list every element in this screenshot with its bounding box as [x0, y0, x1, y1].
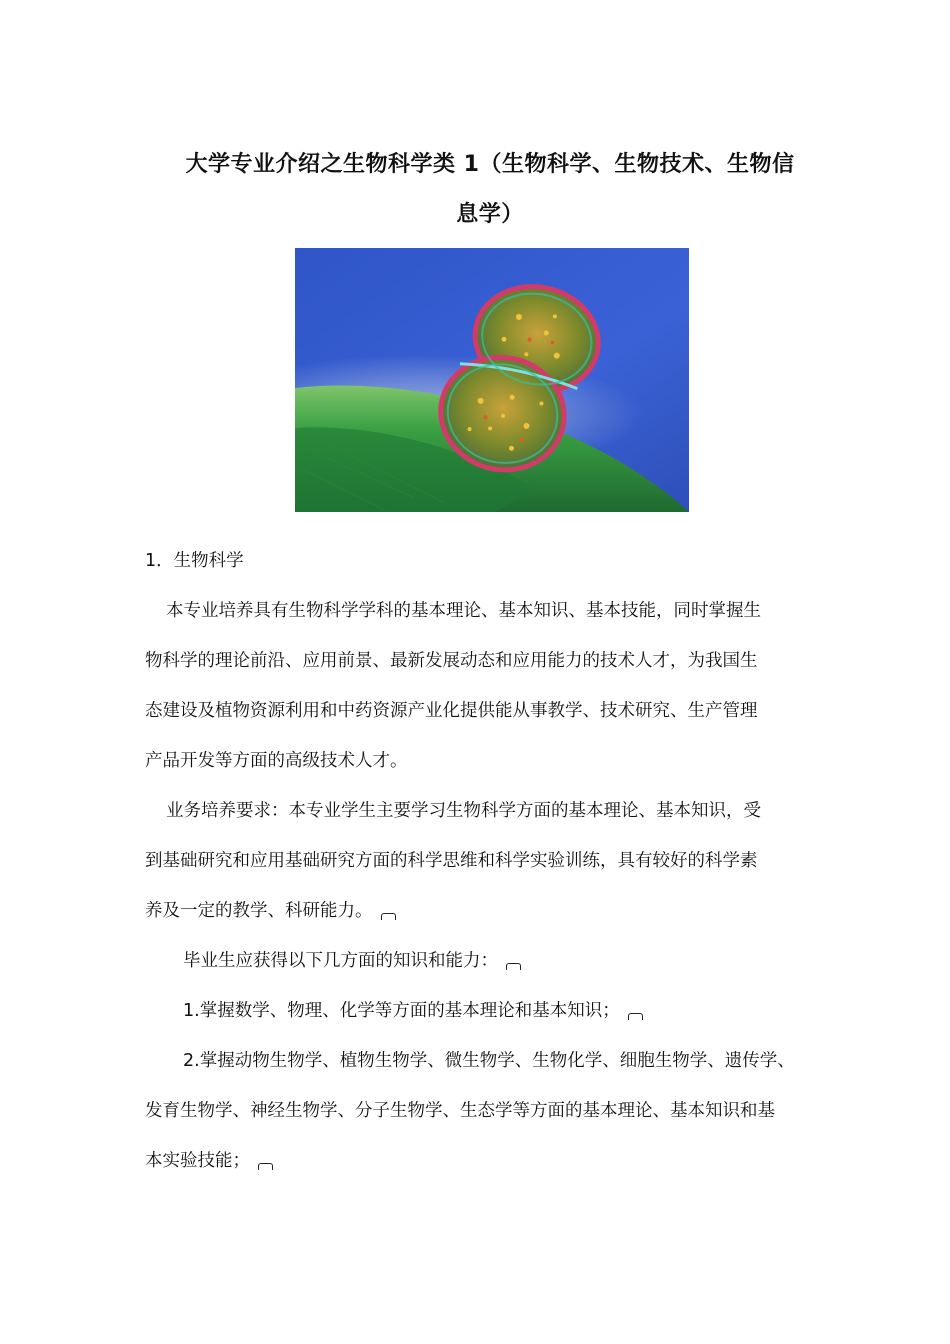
document-title — [170, 140, 810, 240]
paragraph-2-line-3-text: 养及一定的教学、科研能力。 — [145, 901, 373, 921]
list-item-1-text: 1.掌握数学、物理、化学等方面的基本理论和基本知识； — [183, 1001, 620, 1021]
cell-micrograph-image — [295, 248, 689, 512]
list-item-2-line-1: 2.掌握动物生物学、植物生物学、微生物学、生物化学、细胞生物学、遗传学、 — [183, 1051, 795, 1071]
list-item-2-line-3-text: 本实验技能； — [145, 1151, 250, 1171]
title-line-1: 大学专业介绍之生物科学类 1（生物科学、生物技术、生物信 — [185, 152, 795, 177]
list-item-2-line-2: 发育生物学、神经生物学、分子生物学、生态学等方面的基本理论、基本知识和基 — [145, 1101, 775, 1121]
paragraph-2-line-1: 业务培养要求：本专业学生主要学习生物科学方面的基本理论、基本知识，受 — [166, 801, 761, 821]
list-item-2-line-3 — [145, 1136, 810, 1186]
title-line-2: 息学） — [456, 202, 524, 227]
paragraph-mark-icon — [258, 1163, 273, 1170]
paragraph-2-line-2: 到基础研究和应用基础研究方面的科学思维和科学实验训练，具有较好的科学素 — [145, 851, 758, 871]
paragraph-3 — [145, 936, 810, 986]
paragraph-1-line-4: 产品开发等方面的高级技术人才。 — [145, 751, 408, 771]
paragraph-mark-icon — [381, 913, 396, 920]
paragraph-1-line-2: 物科学的理论前沿、应用前景、最新发展动态和应用能力的技术人才，为我国生 — [145, 651, 758, 671]
list-item-1 — [145, 986, 810, 1036]
paragraph-2-line-3 — [145, 886, 810, 936]
section-body — [145, 536, 810, 1186]
paragraph-3-text: 毕业生应获得以下几方面的知识和能力： — [183, 951, 498, 971]
section-heading: 1．生物科学 — [145, 551, 244, 571]
paragraph-mark-icon — [628, 1013, 643, 1020]
paragraph-mark-icon — [506, 963, 521, 970]
paragraph-1-line-3: 态建设及植物资源利用和中药资源产业化提供能从事教学、技术研究、生产管理 — [145, 701, 758, 721]
microscope-cell-image-icon — [295, 248, 689, 512]
paragraph-1-line-1: 本专业培养具有生物科学学科的基本理论、基本知识、基本技能，同时掌握生 — [166, 601, 761, 621]
